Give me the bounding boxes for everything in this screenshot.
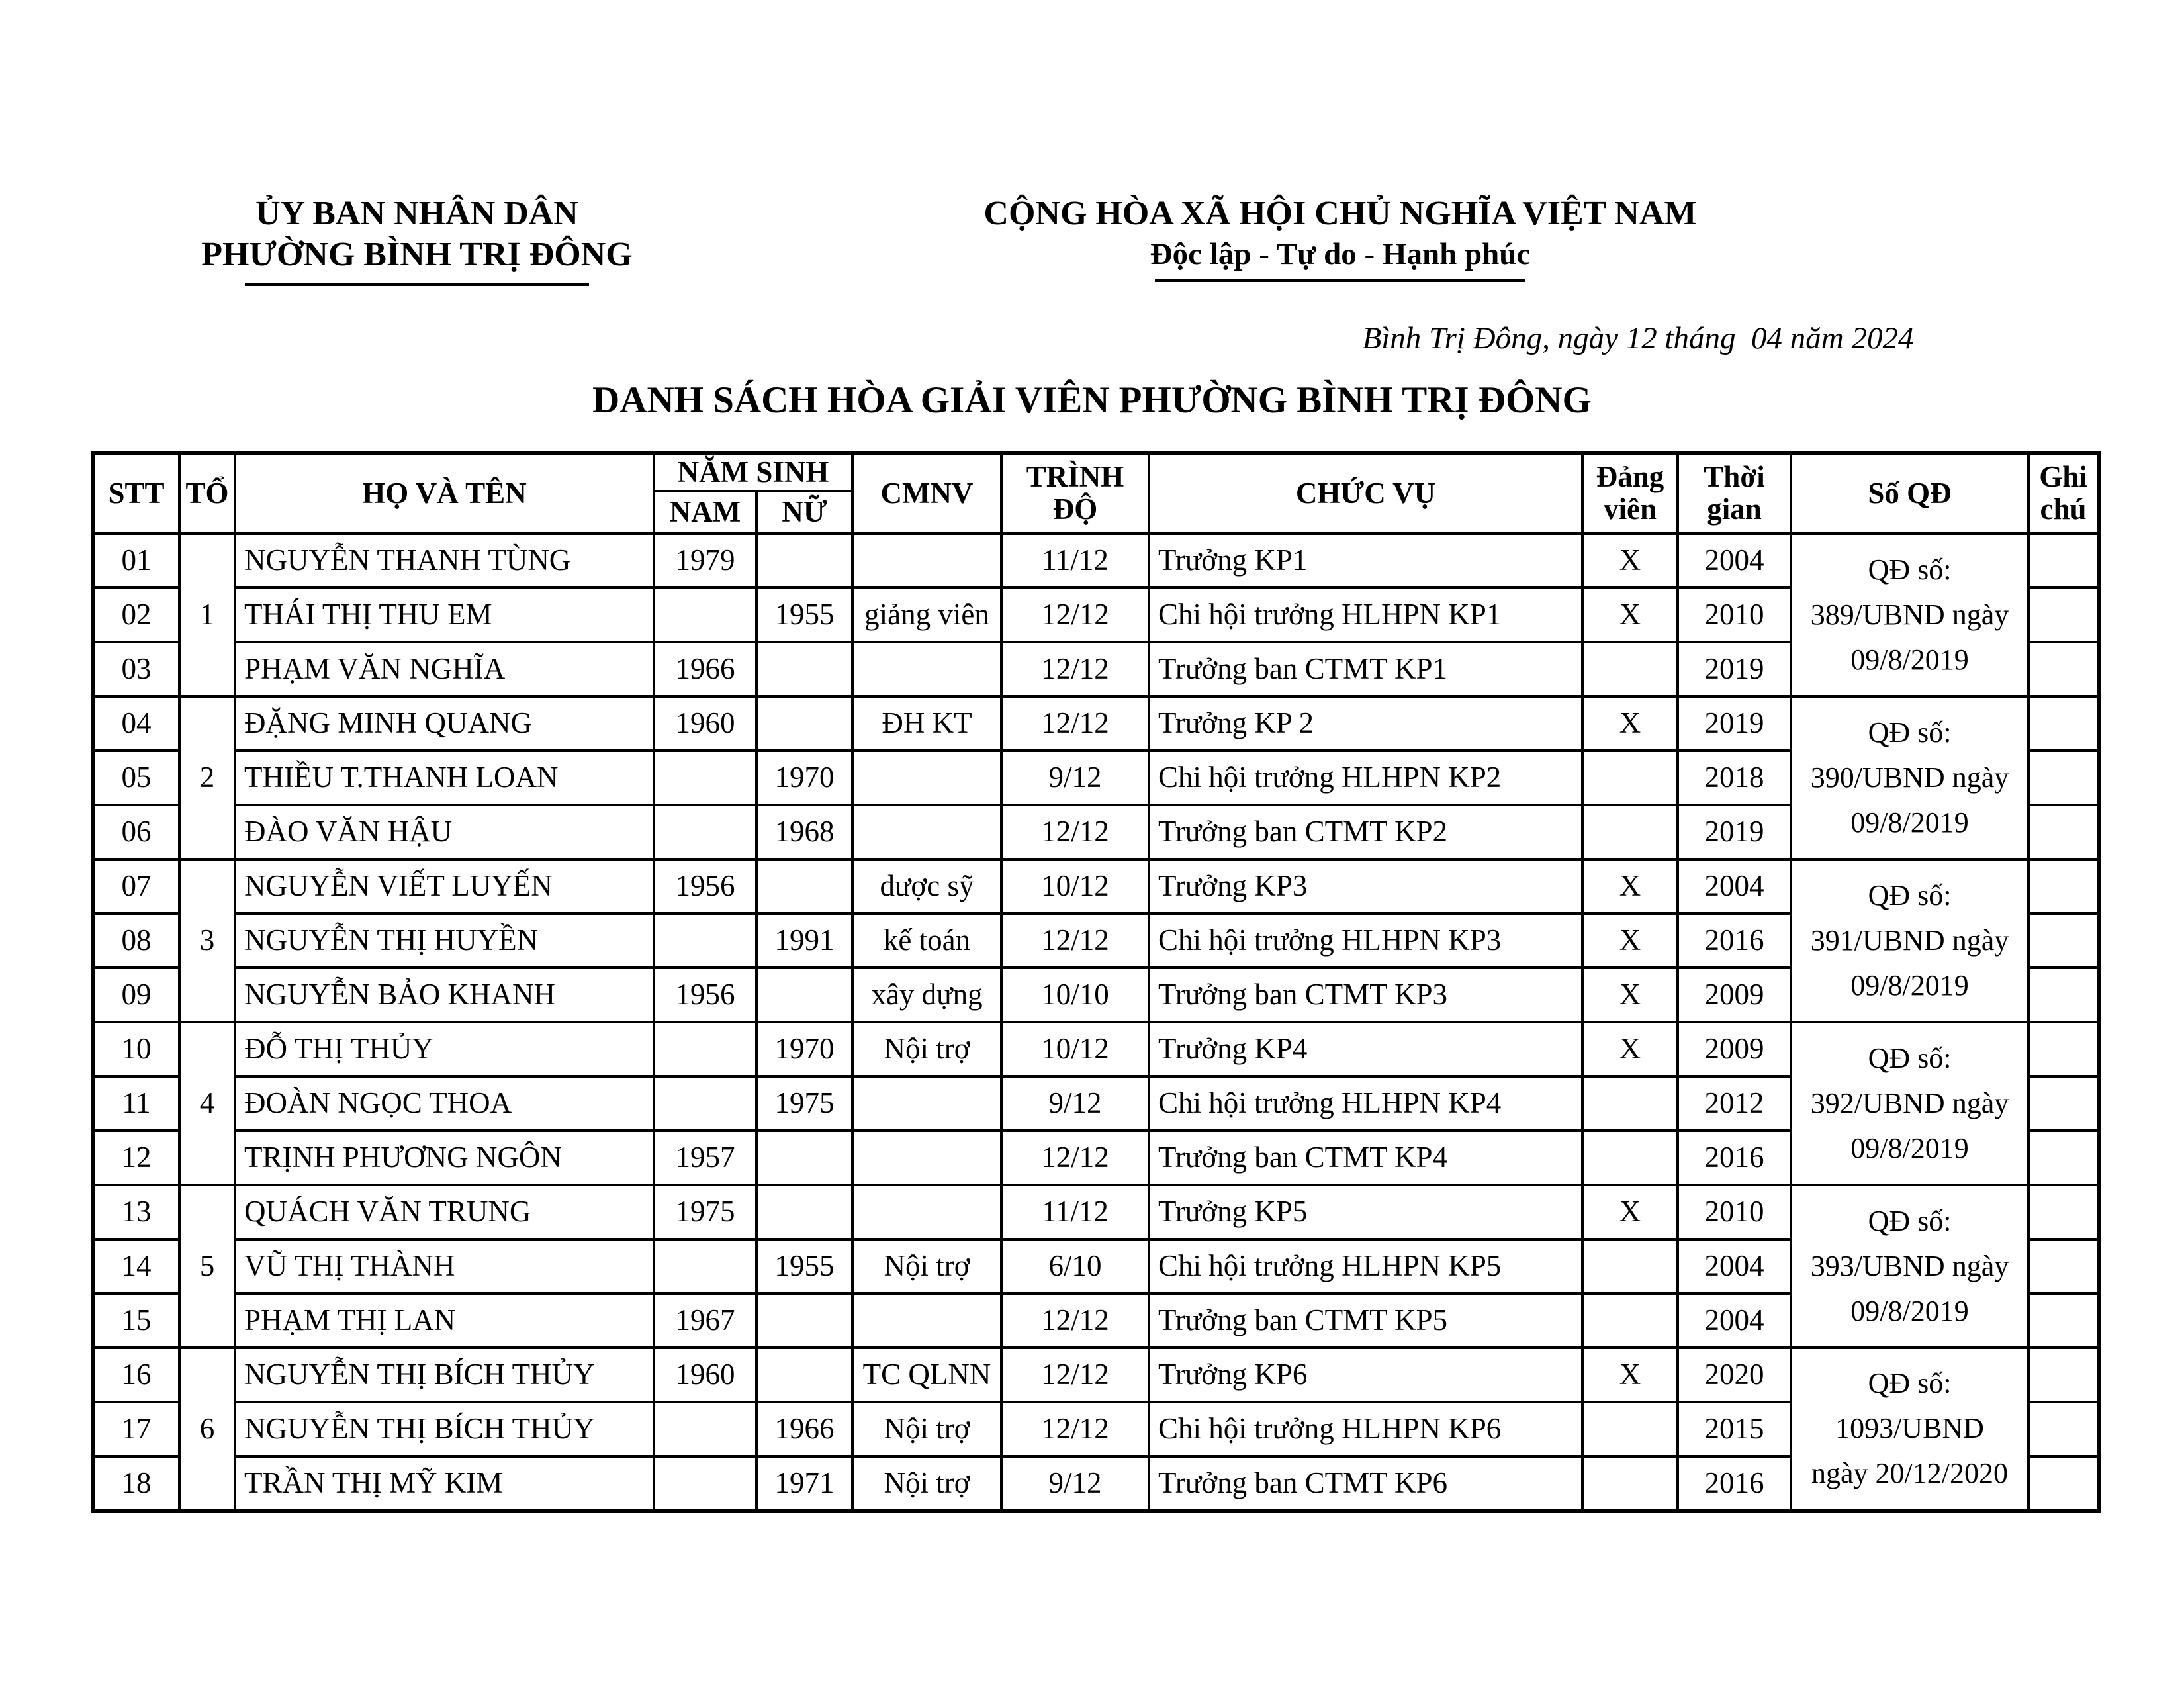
- party-cell: [1582, 805, 1678, 859]
- table-row: [93, 696, 2099, 751]
- time-cell: 2016: [1678, 1131, 1791, 1185]
- stt-cell: 16: [93, 1348, 179, 1402]
- birth-male-cell: [654, 751, 756, 805]
- note-cell: [2028, 642, 2099, 696]
- table-row: [93, 1348, 2099, 1402]
- position-cell: Chi hội trưởng HLHPN KP4: [1149, 1076, 1582, 1131]
- issuer-underline: [245, 283, 589, 286]
- position-cell: Trưởng KP5: [1149, 1185, 1582, 1239]
- time-cell: 2018: [1678, 751, 1791, 805]
- col-header-position: CHỨC VỤ: [1149, 453, 1582, 534]
- position-cell: Trưởng ban CTMT KP1: [1149, 642, 1582, 696]
- position-cell: Chi hội trưởng HLHPN KP6: [1149, 1402, 1582, 1456]
- stt-cell: 15: [93, 1293, 179, 1348]
- name-cell: TRẦN THỊ MỸ KIM: [235, 1456, 654, 1511]
- cmnv-cell: Nội trợ: [852, 1022, 1001, 1076]
- roster-table: [91, 451, 2101, 1513]
- issuer-block: [0, 193, 834, 286]
- header-row: [93, 453, 2099, 491]
- table-header: [93, 453, 2099, 534]
- birth-male-cell: [654, 1076, 756, 1131]
- col-header-female: NỮ: [756, 491, 852, 534]
- name-cell: NGUYỄN THỊ BÍCH THỦY: [235, 1402, 654, 1456]
- birth-male-cell: 1956: [654, 859, 756, 914]
- name-cell: NGUYỄN THANH TÙNG: [235, 534, 654, 588]
- table-row: [93, 534, 2099, 588]
- time-cell: 2010: [1678, 1185, 1791, 1239]
- decision-line: 09/8/2019: [1850, 1294, 1969, 1327]
- birth-male-cell: 1967: [654, 1293, 756, 1348]
- decision-line: 09/8/2019: [1850, 1131, 1969, 1164]
- party-cell: [1582, 1402, 1678, 1456]
- name-cell: TRỊNH PHƯƠNG NGÔN: [235, 1131, 654, 1185]
- stt-cell: 10: [93, 1022, 179, 1076]
- col-header-male: NAM: [654, 491, 756, 534]
- time-cell: 2016: [1678, 914, 1791, 968]
- position-cell: Trưởng ban CTMT KP2: [1149, 805, 1582, 859]
- motto-block: [834, 193, 1846, 286]
- to-cell: 3: [179, 859, 235, 1022]
- national-motto-line1: CỘNG HÒA XÃ HỘI CHỦ NGHĨA VIỆT NAM: [983, 195, 1697, 232]
- level-cell: 9/12: [1001, 1076, 1149, 1131]
- note-cell: [2028, 1131, 2099, 1185]
- decision-line: QĐ số:: [1868, 1367, 1952, 1399]
- cmnv-cell: [852, 1293, 1001, 1348]
- decision-line: 1093/UBND: [1835, 1412, 1984, 1445]
- decision-line: QĐ số:: [1868, 878, 1952, 912]
- decision-line: QĐ số:: [1868, 716, 1952, 749]
- col-header-cmnv: CMNV: [852, 453, 1001, 534]
- decision-line: QĐ số:: [1868, 1041, 1952, 1074]
- birth-female-cell: 1991: [756, 914, 852, 968]
- birth-male-cell: 1966: [654, 642, 756, 696]
- note-cell: [2028, 1239, 2099, 1293]
- party-cell: X: [1582, 1185, 1678, 1239]
- birth-female-cell: [756, 534, 852, 588]
- time-cell: 2009: [1678, 968, 1791, 1022]
- note-cell: [2028, 914, 2099, 968]
- party-cell: [1582, 1456, 1678, 1511]
- stt-cell: 03: [93, 642, 179, 696]
- time-cell: 2004: [1678, 534, 1791, 588]
- position-cell: Chi hội trưởng HLHPN KP5: [1149, 1239, 1582, 1293]
- cmnv-cell: [852, 534, 1001, 588]
- party-cell: [1582, 1293, 1678, 1348]
- stt-cell: 04: [93, 696, 179, 751]
- birth-male-cell: 1975: [654, 1185, 756, 1239]
- cmnv-cell: kế toán: [852, 914, 1001, 968]
- col-header-decision-no: Số QĐ: [1791, 453, 2028, 534]
- name-cell: NGUYỄN THỊ BÍCH THỦY: [235, 1348, 654, 1402]
- name-cell: QUÁCH VĂN TRUNG: [235, 1185, 654, 1239]
- col-header-name: HỌ VÀ TÊN: [235, 453, 654, 534]
- birth-female-cell: 1955: [756, 588, 852, 642]
- decision-cell: [1791, 859, 2028, 1022]
- level-cell: 10/12: [1001, 859, 1149, 914]
- stt-cell: 05: [93, 751, 179, 805]
- time-cell: 2010: [1678, 588, 1791, 642]
- party-cell: X: [1582, 859, 1678, 914]
- birth-male-cell: [654, 1402, 756, 1456]
- note-cell: [2028, 968, 2099, 1022]
- position-cell: Trưởng ban CTMT KP6: [1149, 1456, 1582, 1511]
- stt-cell: 02: [93, 588, 179, 642]
- cmnv-cell: [852, 1131, 1001, 1185]
- party-cell: [1582, 1239, 1678, 1293]
- time-cell: 2019: [1678, 696, 1791, 751]
- level-cell: 6/10: [1001, 1239, 1149, 1293]
- party-cell: X: [1582, 1348, 1678, 1402]
- time-cell: 2004: [1678, 1293, 1791, 1348]
- name-cell: PHẠM THỊ LAN: [235, 1293, 654, 1348]
- name-cell: NGUYỄN THỊ HUYỀN: [235, 914, 654, 968]
- time-cell: 2004: [1678, 859, 1791, 914]
- stt-cell: 09: [93, 968, 179, 1022]
- level-cell: 12/12: [1001, 1348, 1149, 1402]
- decision-line: 389/UBND ngày: [1810, 598, 2009, 631]
- time-cell: 2016: [1678, 1456, 1791, 1511]
- cmnv-cell: [852, 805, 1001, 859]
- motto-underline: [1155, 279, 1525, 282]
- birth-female-cell: 1970: [756, 751, 852, 805]
- level-cell: 9/12: [1001, 751, 1149, 805]
- name-cell: NGUYỄN BẢO KHANH: [235, 968, 654, 1022]
- stt-cell: 01: [93, 534, 179, 588]
- to-cell: 6: [179, 1348, 235, 1511]
- note-cell: [2028, 859, 2099, 914]
- level-cell: 12/12: [1001, 696, 1149, 751]
- note-cell: [2028, 751, 2099, 805]
- position-cell: Trưởng KP6: [1149, 1348, 1582, 1402]
- birth-male-cell: [654, 805, 756, 859]
- issuer-line2: PHƯỜNG BÌNH TRỊ ĐÔNG: [201, 236, 633, 274]
- level-cell: 11/12: [1001, 534, 1149, 588]
- birth-male-cell: [654, 1239, 756, 1293]
- decision-line: ngày 20/12/2020: [1811, 1457, 2008, 1490]
- birth-female-cell: 1966: [756, 1402, 852, 1456]
- stt-cell: 18: [93, 1456, 179, 1511]
- level-cell: 9/12: [1001, 1456, 1149, 1511]
- note-cell: [2028, 588, 2099, 642]
- decision-line: QĐ số:: [1868, 553, 1952, 586]
- decision-cell: [1791, 1348, 2028, 1511]
- note-cell: [2028, 1022, 2099, 1076]
- name-cell: ĐẶNG MINH QUANG: [235, 696, 654, 751]
- position-cell: Trưởng KP 2: [1149, 696, 1582, 751]
- decision-line: 392/UBND ngày: [1810, 1086, 2009, 1119]
- name-cell: THÁI THỊ THU EM: [235, 588, 654, 642]
- cmnv-cell: Nội trợ: [852, 1402, 1001, 1456]
- party-cell: X: [1582, 696, 1678, 751]
- cmnv-cell: Nội trợ: [852, 1456, 1001, 1511]
- cmnv-cell: dược sỹ: [852, 859, 1001, 914]
- name-cell: ĐOÀN NGỌC THOA: [235, 1076, 654, 1131]
- birth-female-cell: [756, 696, 852, 751]
- cmnv-cell: [852, 1185, 1001, 1239]
- birth-male-cell: 1956: [654, 968, 756, 1022]
- decision-cell: [1791, 534, 2028, 696]
- cmnv-cell: ĐH KT: [852, 696, 1001, 751]
- level-cell: 12/12: [1001, 1293, 1149, 1348]
- decision-line: 09/8/2019: [1850, 968, 1969, 1002]
- birth-female-cell: [756, 968, 852, 1022]
- name-cell: THIỀU T.THANH LOAN: [235, 751, 654, 805]
- to-cell: 5: [179, 1185, 235, 1348]
- birth-female-cell: 1970: [756, 1022, 852, 1076]
- birth-male-cell: [654, 914, 756, 968]
- birth-female-cell: [756, 1293, 852, 1348]
- party-cell: X: [1582, 534, 1678, 588]
- stt-cell: 12: [93, 1131, 179, 1185]
- date-row: [0, 320, 2184, 356]
- time-cell: 2012: [1678, 1076, 1791, 1131]
- col-header-note: Ghi chú: [2028, 453, 2099, 534]
- name-cell: PHẠM VĂN NGHĨA: [235, 642, 654, 696]
- note-cell: [2028, 1456, 2099, 1511]
- name-cell: ĐỖ THỊ THỦY: [235, 1022, 654, 1076]
- stt-cell: 11: [93, 1076, 179, 1131]
- party-cell: X: [1582, 968, 1678, 1022]
- col-header-stt: STT: [93, 453, 179, 534]
- birth-female-cell: 1971: [756, 1456, 852, 1511]
- position-cell: Chi hội trưởng HLHPN KP1: [1149, 588, 1582, 642]
- decision-line: 09/8/2019: [1850, 806, 1969, 839]
- party-cell: [1582, 642, 1678, 696]
- time-cell: 2019: [1678, 642, 1791, 696]
- party-cell: X: [1582, 588, 1678, 642]
- cmnv-cell: [852, 1076, 1001, 1131]
- note-cell: [2028, 696, 2099, 751]
- decision-line: 393/UBND ngày: [1810, 1249, 2009, 1282]
- stt-cell: 07: [93, 859, 179, 914]
- page-title: DANH SÁCH HÒA GIẢI VIÊN PHƯỜNG BÌNH TRỊ ĐÔNG: [592, 379, 1592, 421]
- time-cell: 2020: [1678, 1348, 1791, 1402]
- time-cell: 2009: [1678, 1022, 1791, 1076]
- stt-cell: 06: [93, 805, 179, 859]
- name-cell: ĐÀO VĂN HẬU: [235, 805, 654, 859]
- cmnv-cell: Nội trợ: [852, 1239, 1001, 1293]
- birth-male-cell: [654, 1022, 756, 1076]
- note-cell: [2028, 1402, 2099, 1456]
- table-row: [93, 1022, 2099, 1076]
- level-cell: 12/12: [1001, 914, 1149, 968]
- birth-female-cell: 1968: [756, 805, 852, 859]
- stt-cell: 13: [93, 1185, 179, 1239]
- level-cell: 10/10: [1001, 968, 1149, 1022]
- national-motto-line2: Độc lập - Tự do - Hạnh phúc: [1150, 237, 1531, 272]
- time-cell: 2015: [1678, 1402, 1791, 1456]
- time-cell: 2004: [1678, 1239, 1791, 1293]
- birth-female-cell: [756, 1131, 852, 1185]
- position-cell: Trưởng ban CTMT KP3: [1149, 968, 1582, 1022]
- level-cell: 12/12: [1001, 1402, 1149, 1456]
- to-cell: 4: [179, 1022, 235, 1185]
- birth-male-cell: 1960: [654, 1348, 756, 1402]
- birth-male-cell: 1957: [654, 1131, 756, 1185]
- party-cell: [1582, 1076, 1678, 1131]
- level-cell: 12/12: [1001, 805, 1149, 859]
- col-header-party-member: Đảng viên: [1582, 453, 1678, 534]
- level-cell: 12/12: [1001, 588, 1149, 642]
- col-header-time: Thời gian: [1678, 453, 1791, 534]
- name-cell: VŨ THỊ THÀNH: [235, 1239, 654, 1293]
- col-header-birth-year: NĂM SINH: [654, 453, 852, 491]
- birth-male-cell: [654, 588, 756, 642]
- party-cell: X: [1582, 914, 1678, 968]
- birth-female-cell: [756, 859, 852, 914]
- decision-line: QĐ số:: [1868, 1204, 1952, 1237]
- note-cell: [2028, 1076, 2099, 1131]
- decision-cell: [1791, 1185, 2028, 1348]
- document-header: [0, 0, 2184, 286]
- position-cell: Trưởng KP1: [1149, 534, 1582, 588]
- decision-cell: [1791, 1022, 2028, 1185]
- party-cell: X: [1582, 1022, 1678, 1076]
- note-cell: [2028, 534, 2099, 588]
- birth-male-cell: 1960: [654, 696, 756, 751]
- level-cell: 10/12: [1001, 1022, 1149, 1076]
- birth-female-cell: 1955: [756, 1239, 852, 1293]
- level-cell: 12/12: [1001, 642, 1149, 696]
- position-cell: Chi hội trưởng HLHPN KP2: [1149, 751, 1582, 805]
- to-cell: 1: [179, 534, 235, 696]
- time-cell: 2019: [1678, 805, 1791, 859]
- position-cell: Trưởng KP3: [1149, 859, 1582, 914]
- cmnv-cell: [852, 642, 1001, 696]
- note-cell: [2028, 1293, 2099, 1348]
- decision-cell: [1791, 696, 2028, 859]
- birth-female-cell: [756, 1348, 852, 1402]
- birth-male-cell: 1979: [654, 534, 756, 588]
- level-cell: 12/12: [1001, 1131, 1149, 1185]
- table-row: [93, 1185, 2099, 1239]
- stt-cell: 14: [93, 1239, 179, 1293]
- cmnv-cell: [852, 751, 1001, 805]
- cmnv-cell: TC QLNN: [852, 1348, 1001, 1402]
- decision-line: 09/8/2019: [1850, 643, 1969, 676]
- issuer-line1: ỦY BAN NHÂN DÂN: [255, 195, 578, 232]
- position-cell: Trưởng ban CTMT KP4: [1149, 1131, 1582, 1185]
- date-line: Bình Trị Đông, ngày 12 tháng 04 năm 2024: [1362, 320, 1914, 355]
- col-header-to: TỔ: [179, 453, 235, 534]
- stt-cell: 08: [93, 914, 179, 968]
- name-cell: NGUYỄN VIẾT LUYẾN: [235, 859, 654, 914]
- table-body: [93, 534, 2099, 1511]
- party-cell: [1582, 1131, 1678, 1185]
- cmnv-cell: xây dựng: [852, 968, 1001, 1022]
- cmnv-cell: giảng viên: [852, 588, 1001, 642]
- position-cell: Trưởng ban CTMT KP5: [1149, 1293, 1582, 1348]
- position-cell: Chi hội trưởng HLHPN KP3: [1149, 914, 1582, 968]
- to-cell: 2: [179, 696, 235, 859]
- stt-cell: 17: [93, 1402, 179, 1456]
- decision-line: 390/UBND ngày: [1810, 761, 2009, 794]
- decision-line: 391/UBND ngày: [1810, 923, 2009, 957]
- col-header-level: TRÌNH ĐỘ: [1001, 453, 1149, 534]
- party-cell: [1582, 751, 1678, 805]
- birth-female-cell: [756, 642, 852, 696]
- position-cell: Trưởng KP4: [1149, 1022, 1582, 1076]
- birth-male-cell: [654, 1456, 756, 1511]
- note-cell: [2028, 1185, 2099, 1239]
- table-row: [93, 859, 2099, 914]
- birth-female-cell: [756, 1185, 852, 1239]
- note-cell: [2028, 805, 2099, 859]
- note-cell: [2028, 1348, 2099, 1402]
- level-cell: 11/12: [1001, 1185, 1149, 1239]
- birth-female-cell: 1975: [756, 1076, 852, 1131]
